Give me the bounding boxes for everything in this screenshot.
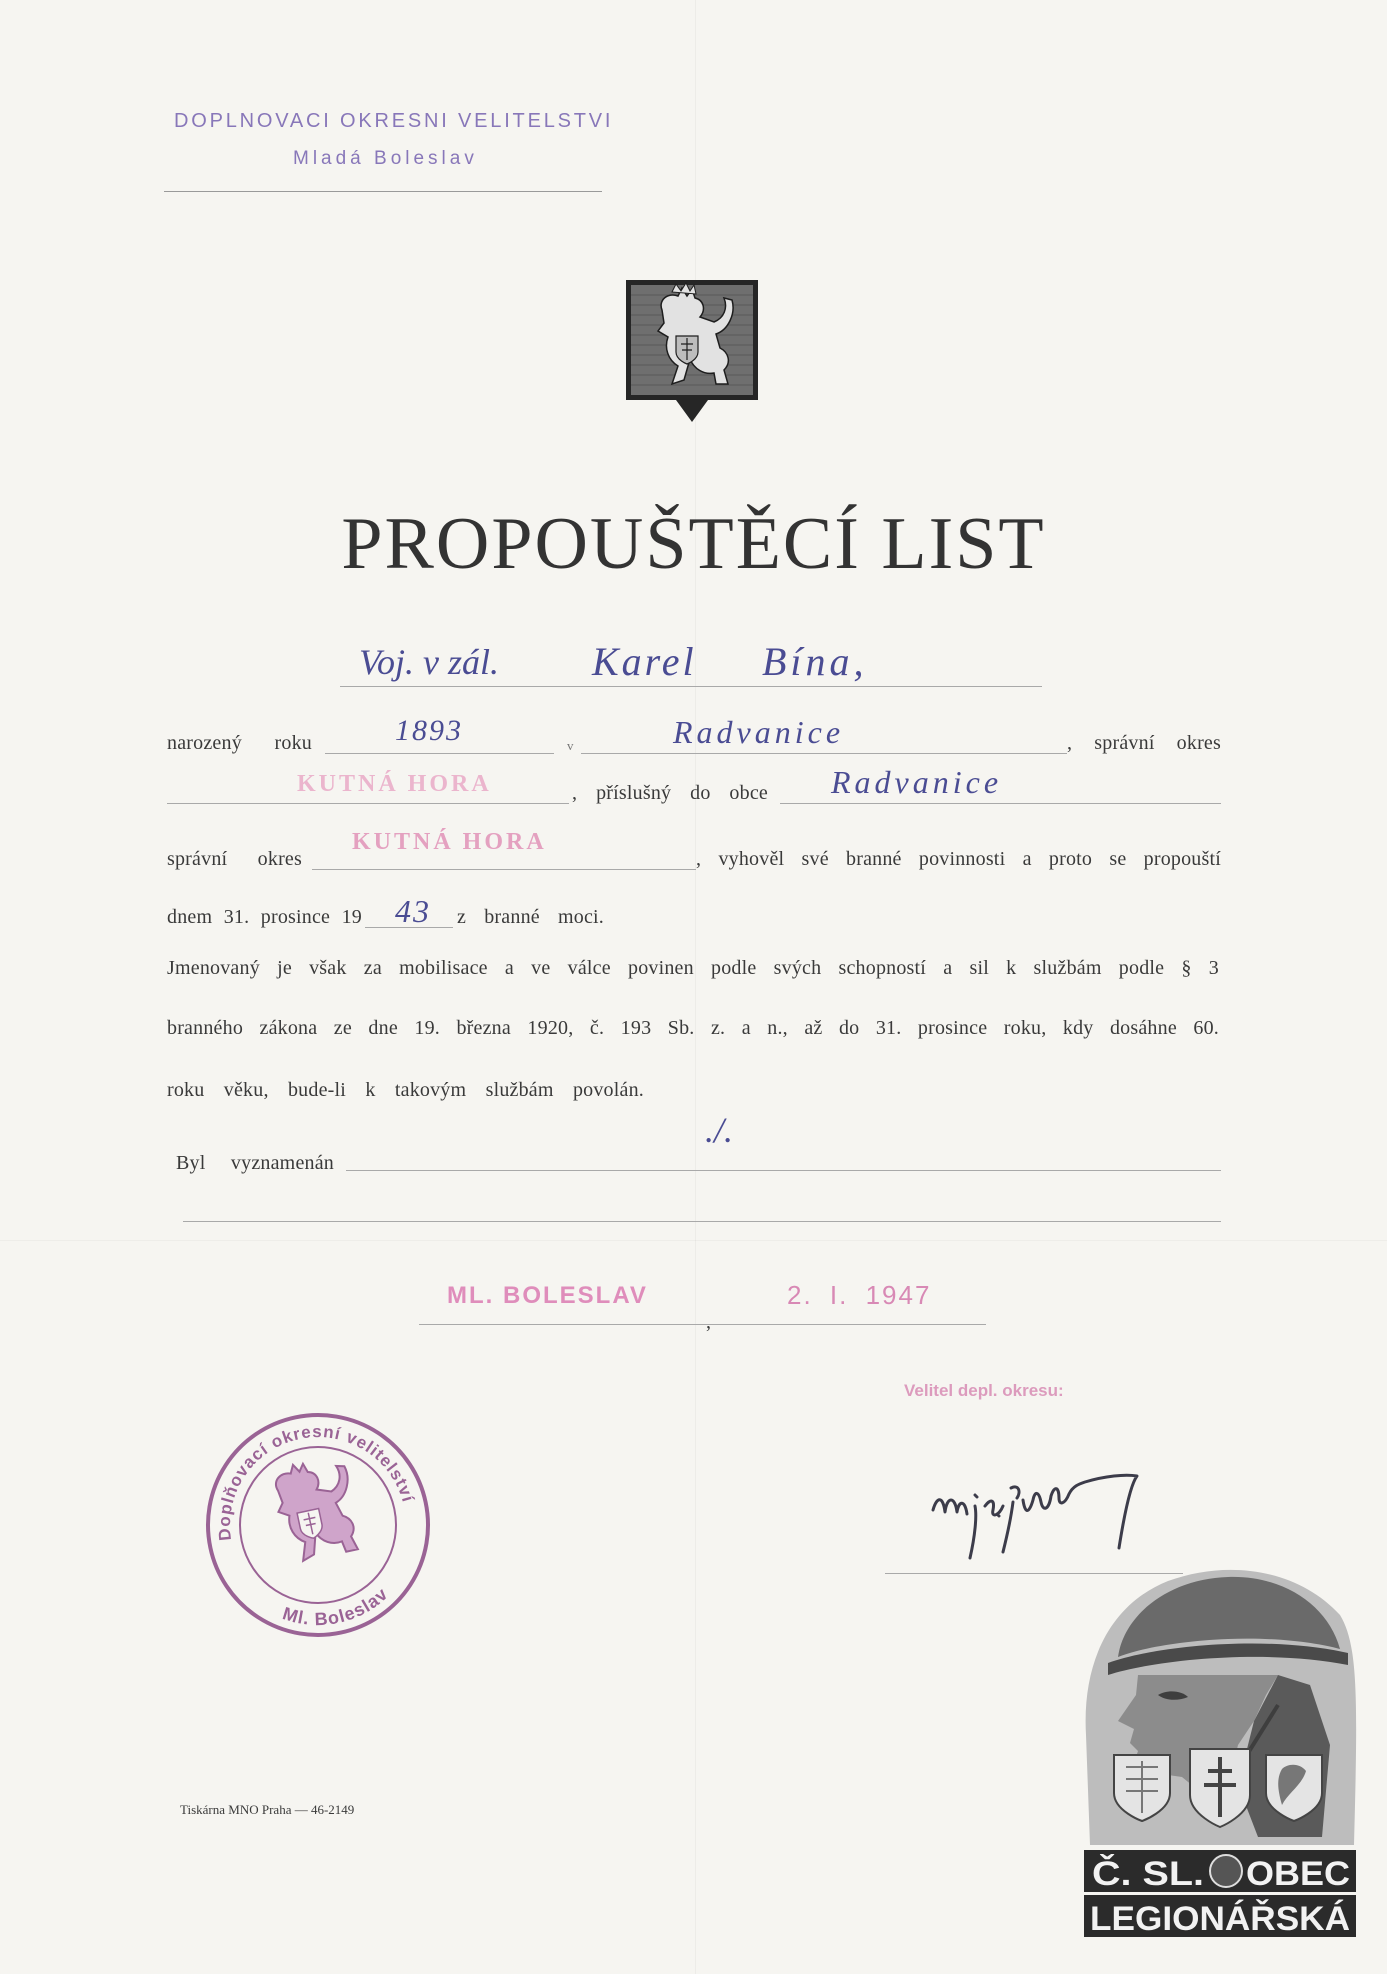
obligation-line: roku věku, bude-li k takovým službám povolán. <box>167 1079 644 1101</box>
watermark-text: OBEC <box>1246 1855 1350 1893</box>
domicile-label: , příslušný do obce <box>572 782 768 804</box>
header-stamp-city: Mladá Boleslav <box>293 148 478 169</box>
watermark-text: LEGIONÁŘSKÁ <box>1090 1900 1350 1938</box>
surname-handwritten: Bína, <box>762 639 868 684</box>
legion-emblem-icon <box>1210 1855 1242 1887</box>
decorations-value-handwritten: ./. <box>705 1110 734 1150</box>
printer-imprint: Tiskárna MNO Praha — 46-2149 <box>180 1802 355 1817</box>
discharge-year-handwritten: 43 <box>395 893 431 929</box>
obligation-line: branného zákona ze dne 19. března 1920, č. 193 Sb. z. a n., až do 31. prosince roku, kdy dosáhne 60. <box>167 1017 1219 1039</box>
first-name-handwritten: Karel <box>592 639 697 684</box>
legion-watermark-logo <box>1078 1545 1362 1945</box>
birth-year-label: narozený roku <box>167 732 312 754</box>
place-date-separator: , <box>706 1311 712 1333</box>
domicile-district-stamp: KUTNÁ HORA <box>352 829 547 855</box>
discharge-date-text: dnem 31. prosince 19 <box>167 906 362 928</box>
coat-of-arms-row <box>1114 1749 1322 1827</box>
birth-district-stamp: KUTNÁ HORA <box>297 771 492 797</box>
rank-handwritten: Voj. v zál. <box>359 642 499 682</box>
fold-line <box>0 1240 1387 1241</box>
czechoslovak-coat-of-arms-icon <box>626 280 758 422</box>
birth-place-fill-line <box>581 753 1067 754</box>
svg-text:Ml. Boleslav <box>277 1581 396 1638</box>
name-fill-line <box>340 686 1042 687</box>
header-stamp-office: DOPLNOVACI OKRESNI VELITELSTVI <box>174 110 614 132</box>
obligation-line: Jmenovaný je však za mobilisace a ve válce povinen podle svých schopností a sil k službám podle § 3 <box>167 957 1219 979</box>
watermark-text: Č. SL. <box>1092 1855 1189 1893</box>
issue-date-stamp: 2. I. 1947 <box>787 1280 932 1310</box>
lion-icon <box>269 1454 362 1564</box>
birth-district-fill-line <box>167 803 569 804</box>
document-title: PROPOUŠTĚCÍ LIST <box>341 503 1046 585</box>
decorations-label: Byl vyznamenán <box>176 1152 334 1174</box>
round-stamp-top-text: Doplňovací okresní velitelství <box>214 1422 418 1542</box>
birth-district-label: , správní okres <box>1067 732 1221 754</box>
issue-place-stamp: ML. BOLESLAV <box>447 1282 648 1309</box>
round-stamp-bottom-text: Ml. Boleslav <box>280 1583 392 1630</box>
decorations-fill-line <box>346 1170 1221 1171</box>
birth-place-preposition: v <box>567 738 574 753</box>
discharge-suffix-text: z branné moci. <box>457 906 604 928</box>
blank-fill-line <box>183 1221 1221 1222</box>
domicile-fill-line <box>780 803 1221 804</box>
birth-year-handwritten: 1893 <box>395 714 463 747</box>
domicile-district-label: správní okres <box>167 848 302 870</box>
round-office-stamp <box>198 1405 438 1645</box>
domicile-district-fill-line <box>312 869 696 870</box>
commander-stamp: Velitel depl. okresu: <box>904 1381 1064 1400</box>
duty-fulfilled-text: , vyhověl své branné povinnosti a proto se propouští <box>696 848 1221 870</box>
birth-year-fill-line <box>325 753 554 754</box>
header-rule <box>164 191 602 192</box>
domicile-handwritten: Radvanice <box>831 764 1003 800</box>
birth-place-handwritten: Radvanice <box>673 714 845 750</box>
place-date-fill-line <box>419 1324 986 1325</box>
